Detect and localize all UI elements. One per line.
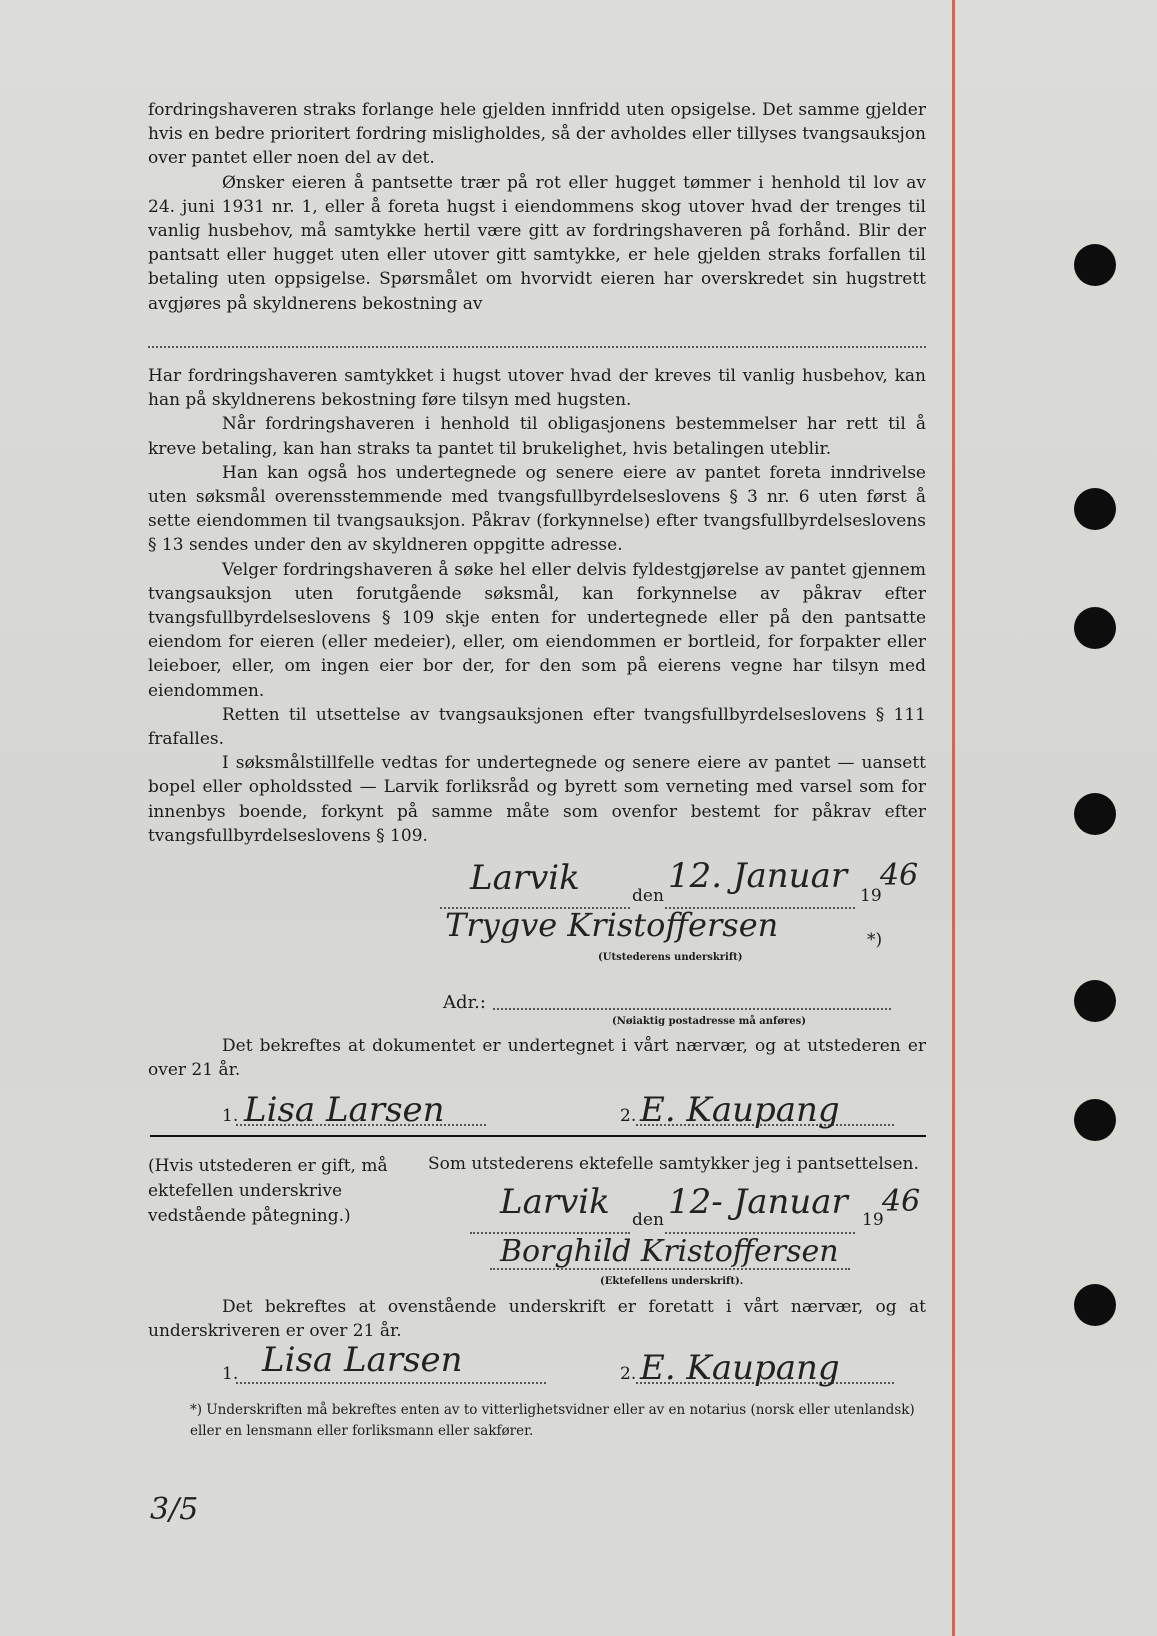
- footnote: *) Underskriften må bekreftes enten av to vitterlighetsvidner eller av en notarius (norsk eller utenlandsk) eller en lensmann eller forliksmann eller sakfører.: [190, 1402, 915, 1439]
- address-caption: (Nøiaktig postadresse må anføres): [612, 1016, 807, 1027]
- witness-number: 1.: [222, 1364, 239, 1384]
- witness-statement: Det bekreftes at dokumentet er undertegnet i vårt nærvær, og at utstederen er over 21 år.: [148, 1036, 926, 1081]
- paragraph: I søksmålstillfelle vedtas for undertegnede og senere eiere av pantet — uansett bopel eller opholdssted — Larvik forliksråd og byrett som verneting med varsel som for innenbys boende, forkynt på samme måte som ovenfor bestemt for påkrav efter tvangsfullbyrdelseslovens § 109.: [148, 753, 926, 846]
- signature-line: [490, 1268, 850, 1270]
- paragraph: Retten til utsettelse av tvangsauksjonen efter tvangsfullbyrdelseslovens § 111 frafalles.: [148, 704, 926, 750]
- punch-hole: [1074, 244, 1116, 286]
- witness-signature: Lisa Larsen: [244, 1090, 445, 1130]
- handwritten-date: 12- Januar: [668, 1182, 848, 1222]
- witness-statement: Det bekreftes at ovenstående underskrift er foretatt i vårt nærvær, og at underskriveren er over 21 år.: [148, 1297, 926, 1342]
- witness-line: [236, 1382, 546, 1384]
- handwritten-place: Larvik: [500, 1182, 610, 1222]
- spouse-note: (Hvis utstederen er gift, må ektefellen underskrive vedstående påtegning.): [148, 1156, 388, 1226]
- handwritten-date: 12. Januar: [668, 856, 848, 896]
- punch-hole: [1074, 488, 1116, 530]
- spouse-consent: Som utstederens ektefelle samtykker jeg i pantsettelsen.: [428, 1154, 919, 1174]
- signature-caption: (Ektefellens underskrift).: [600, 1276, 744, 1287]
- paragraph: fordringshaveren straks forlange hele gjelden innfridd uten opsigelse. Det samme gjelder hvis en bedre prioritert fordring misligholdes, så der avholdes eller tillyses tvangsauksjon over pantet eller noen del av det.: [148, 100, 926, 169]
- text-section-main: [148, 364, 926, 848]
- paragraph: Han kan også hos undertegnede og senere eiere av pantet foreta inndrivelse uten søksmål overensstemmende med tvangsfullbyrdelseslovens § 3 nr. 6 uten først å sette eiendommen til tvangsauksjon. Påkrav (forkynnelse) efter tvangsfullbyrdelseslovens § 13 sendes under den av skyldneren oppgitte adresse.: [148, 462, 926, 556]
- margin-rule: [952, 0, 955, 1636]
- punch-hole: [1074, 1099, 1116, 1141]
- signature-caption: (Utstederens underskrift): [598, 952, 743, 963]
- punch-hole: [1074, 1284, 1116, 1326]
- paragraph: Har fordringshaveren samtykket i hugst utover hvad der kreves til vanlig husbehov, kan han på skyldnerens bekostning føre tilsyn med hugsten.: [148, 366, 926, 411]
- text-section-top: [148, 98, 926, 316]
- witness-number: 2.: [620, 1106, 637, 1126]
- witness-number: 1.: [222, 1106, 239, 1126]
- witness-signature: E. Kaupang: [640, 1090, 840, 1130]
- punch-hole: [1074, 793, 1116, 835]
- margin-mark: 3/5: [150, 1492, 199, 1527]
- dotted-fill-line: [148, 346, 926, 348]
- handwritten-year: 46: [880, 858, 919, 893]
- witness-signature: Lisa Larsen: [262, 1340, 463, 1380]
- witness-signature: E. Kaupang: [640, 1348, 840, 1388]
- handwritten-year: 46: [882, 1184, 921, 1219]
- witness-number: 2.: [620, 1364, 637, 1384]
- paragraph: Ønsker eieren å pantsette trær på rot eller hugget tømmer i henhold til lov av 24. juni 1931 nr. 1, eller å foreta hugst i eiendommens skog utover hvad der trenges til vanlig husbehov, må samtykke hertil være gitt av fordringshaveren på forhånd. Blir der pantsatt eller hugget uten eller utover gitt samtykke, er hele gjelden straks forfallen til betaling uten oppsigelse. Spørsmålet om hvorvidt eieren har overskredet sin hugstrett avgjøres på skyldnerens bekostning av: [148, 172, 926, 314]
- den-label: den: [632, 1210, 664, 1230]
- punch-hole: [1074, 607, 1116, 649]
- den-label: den: [632, 886, 664, 906]
- paragraph: Velger fordringshaveren å søke hel eller delvis fyldestgjørelse av pantet gjennem tvangsauksjon uten forutgående søksmål, kan forkynnelse av påkrav efter tvangsfullbyrdelseslovens § 109 skje enten for undertegnede eller på den pantsatte eiendom for eieren (eller medeier), eller, om eiendommen er bortleid, for forpakter eller leieboer, eller, om ingen eier bor der, for den som på eierens vegne har tilsyn med eiendommen.: [148, 559, 926, 701]
- address-label: Adr.:: [443, 992, 486, 1013]
- punch-hole: [1074, 980, 1116, 1022]
- paragraph: Når fordringshaveren i henhold til obligasjonens bestemmelser har rett til å kreve betaling, kan han straks ta pantet til brukelighet, hvis betalingen uteblir.: [148, 414, 926, 459]
- issuer-signature: Trygve Kristoffersen: [445, 906, 779, 944]
- handwritten-place: Larvik: [470, 858, 580, 898]
- year-prefix: 19: [860, 886, 882, 906]
- spouse-signature: Borghild Kristoffersen: [500, 1234, 839, 1269]
- section-divider: [150, 1135, 926, 1137]
- footnote-marker: *): [867, 930, 883, 950]
- year-prefix: 19: [862, 1210, 884, 1230]
- address-line: [493, 1008, 891, 1010]
